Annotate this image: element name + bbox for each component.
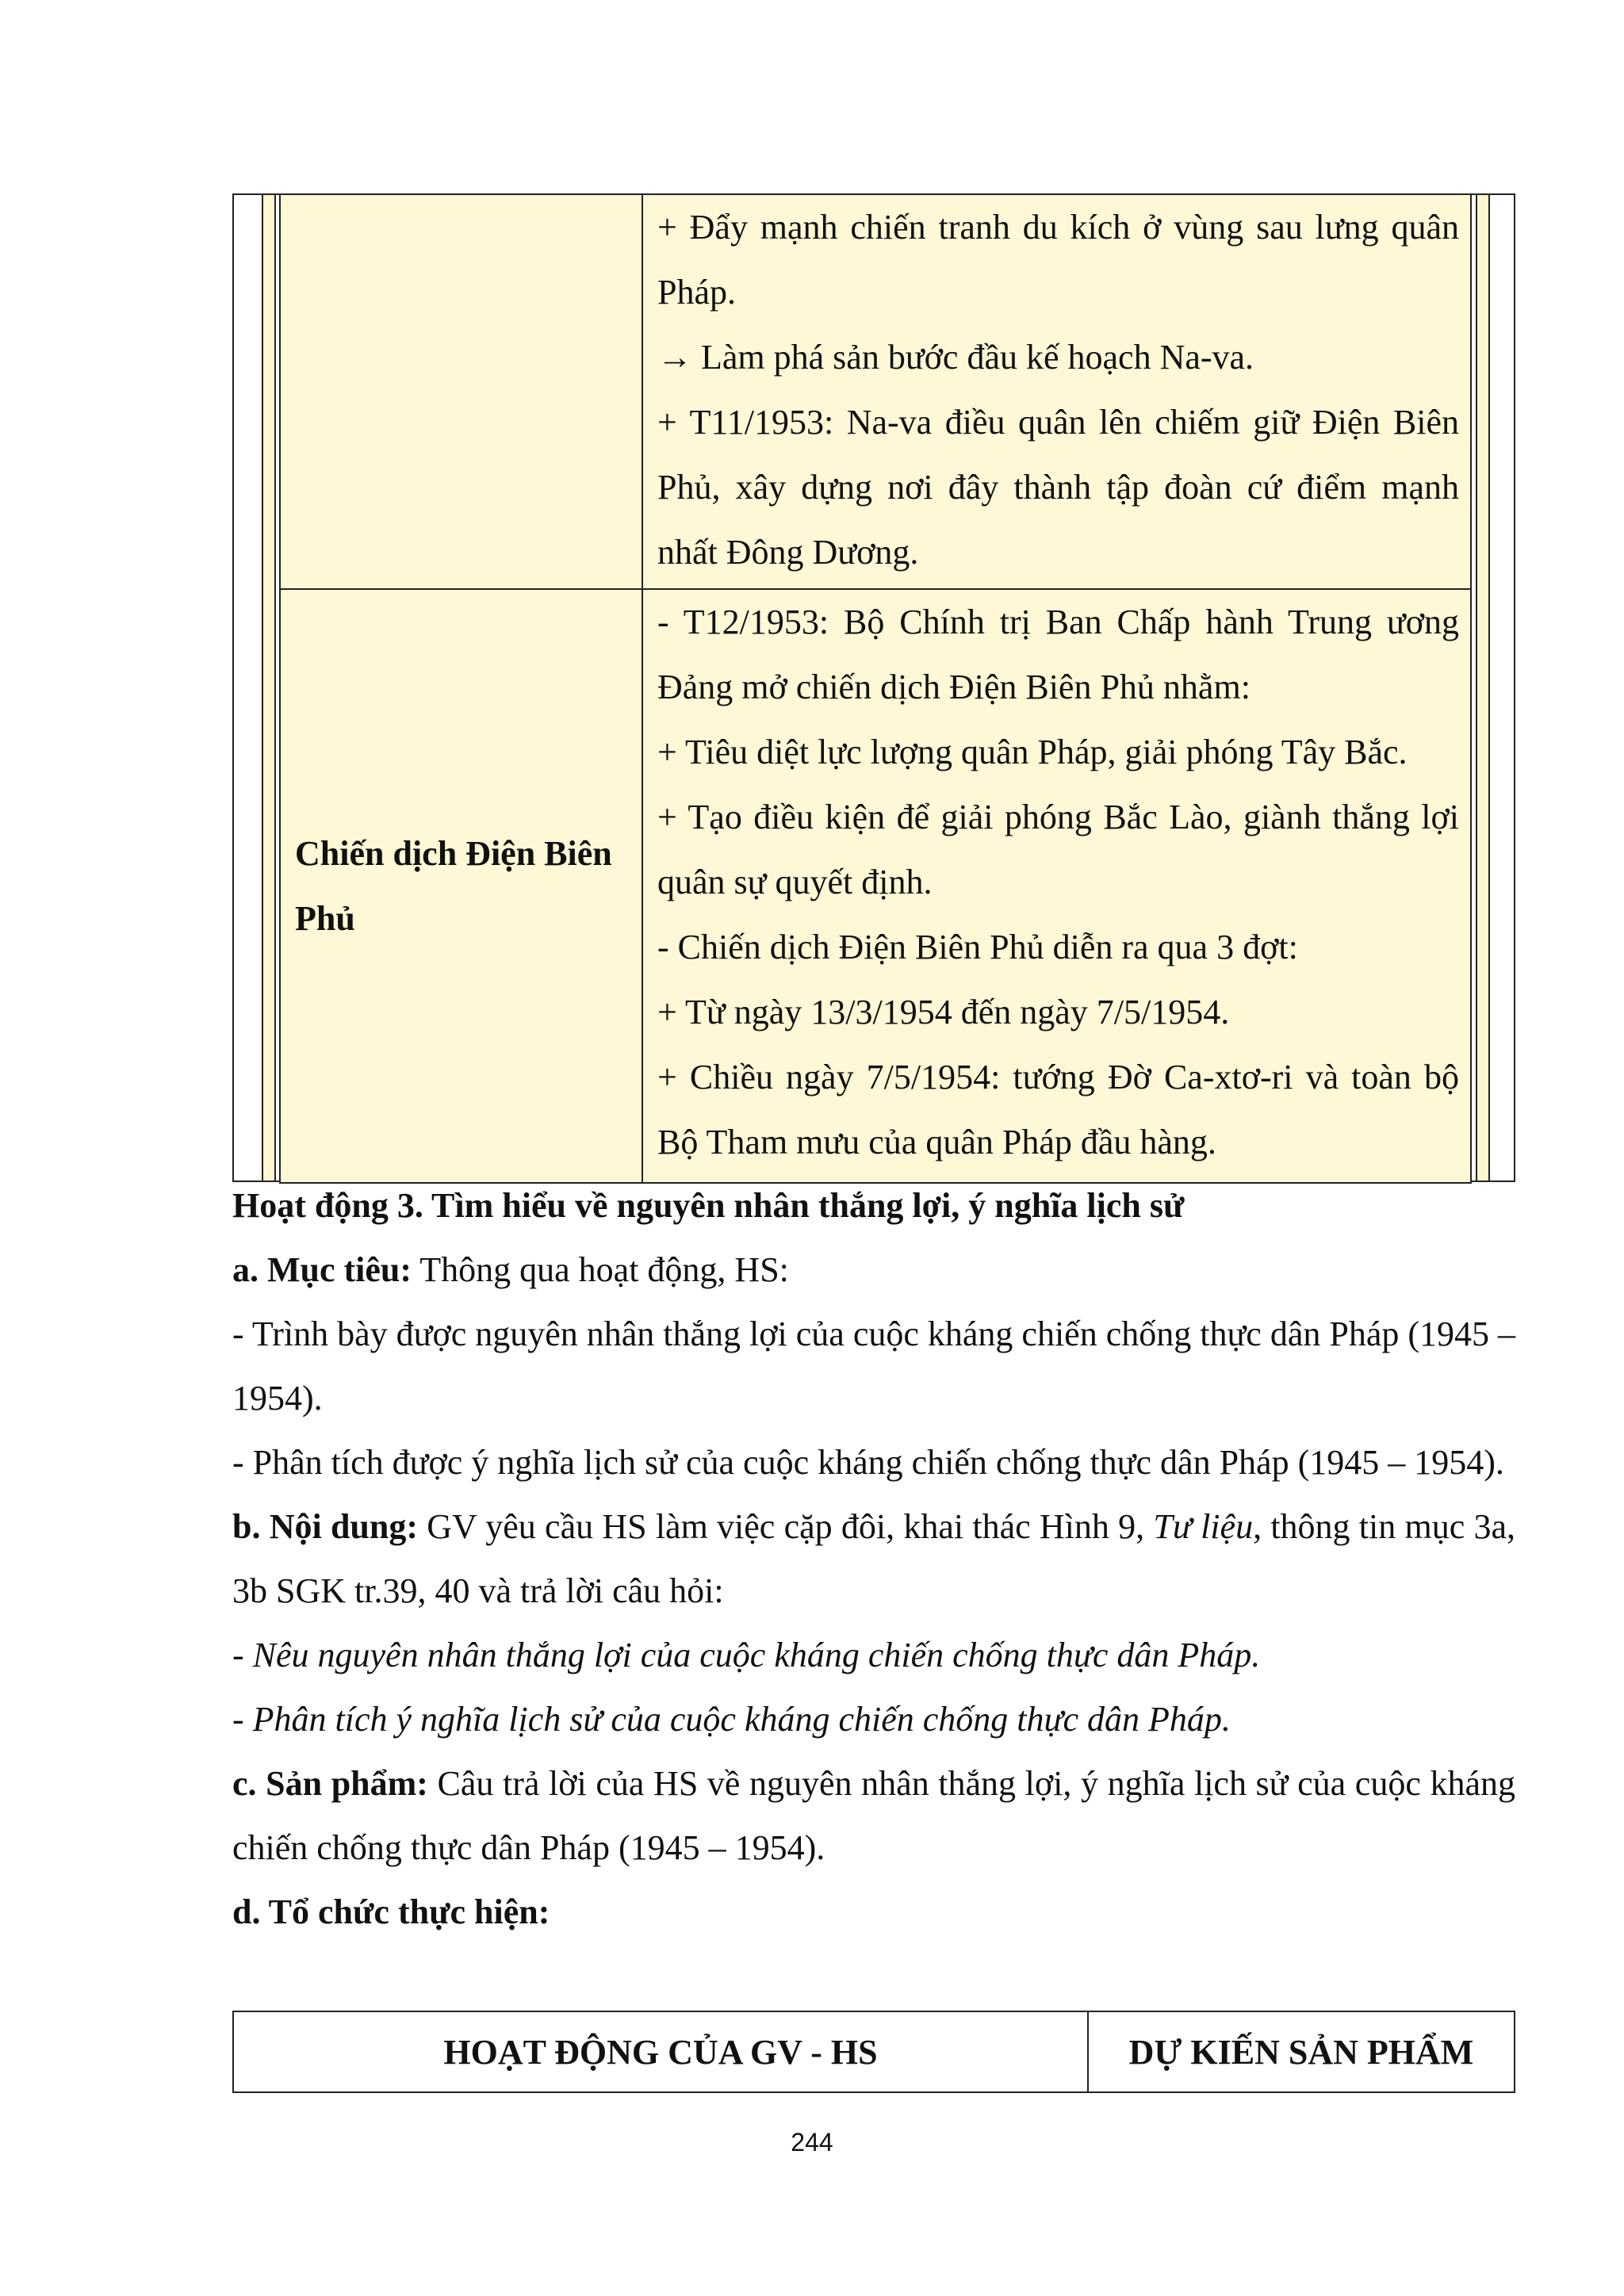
- question-item: - Phân tích ý nghĩa lịch sử của cuộc kháng chiến chống thực dân Pháp.: [232, 1700, 1231, 1739]
- content-text: GV yêu cầu HS làm việc cặp đôi, khai thác Hình 9,: [418, 1507, 1154, 1546]
- page-number: 244: [791, 2128, 833, 2156]
- question-item: - Nêu nguyên nhân thắng lợi của cuộc kháng chiến chống thực dân Pháp.: [232, 1636, 1261, 1674]
- content-line: + Tạo điều kiện để giải phóng Bắc Lào, giành thắng lợi quân sự quyết định.: [657, 798, 1459, 901]
- row-label-cell: [280, 589, 642, 1183]
- content-line: + Chiều ngày 7/5/1954: tướng Đờ Ca-xtơ-ri và toàn bộ Bộ Tham mưu của quân Pháp đầu hàng.: [657, 1058, 1459, 1161]
- content-line: → Làm phá sản bước đầu kế hoạch Na-va.: [657, 338, 1254, 377]
- row-label-cell: [280, 194, 642, 589]
- activity-section: [232, 1173, 1515, 1944]
- product-text: Câu trả lời của HS về nguyên nhân thắng lợi, ý nghĩa lịch sử của cuộc kháng chiến chống thực dân Pháp (1945 – 1954).: [232, 1764, 1515, 1867]
- table-header-row: [233, 2011, 1515, 2092]
- product-paragraph: [232, 1751, 1515, 1880]
- content-line: + Từ ngày 13/3/1954 đến ngày 7/5/1954.: [657, 993, 1230, 1031]
- content-label: b. Nội dung:: [232, 1507, 419, 1546]
- row-content-cell: [642, 194, 1471, 589]
- content-line: - Chiến dịch Điện Biên Phủ diễn ra qua 3 đợt:: [657, 928, 1298, 966]
- objective-item: - Phân tích được ý nghĩa lịch sử của cuộc kháng chiến chống thực dân Pháp (1945 – 1954).: [232, 1443, 1504, 1482]
- content-text-italic: Tư liệu: [1153, 1507, 1254, 1546]
- objective-label: a. Mục tiêu:: [232, 1250, 412, 1289]
- content-paragraph: [232, 1494, 1515, 1623]
- content-line: + T11/1953: Na-va điều quân lên chiếm giữ Điện Biên Phủ, xây dựng nơi đây thành tập đoàn cứ điểm mạnh nhất Đông Dương.: [657, 403, 1459, 572]
- objective-text: Thông qua hoạt động, HS:: [412, 1250, 789, 1289]
- product-label: c. Sản phẩm:: [232, 1764, 428, 1803]
- table-row: [280, 194, 1471, 589]
- organize-heading: d. Tổ chức thực hiện:: [232, 1892, 550, 1931]
- header-cell-product: DỰ KIẾN SẢN PHẨM: [1088, 2011, 1515, 2092]
- header-cell-activity: HOẠT ĐỘNG CỦA GV - HS: [233, 2011, 1088, 2092]
- table-frame-right-strip: [1476, 195, 1490, 1181]
- events-table: [279, 193, 1472, 1184]
- activity-table-header: [232, 2011, 1515, 2093]
- content-text: , thông tin mục 3a, 3b SGK tr.39, 40 và trả lời câu hỏi:: [232, 1507, 1516, 1610]
- section-heading: Hoạt động 3. Tìm hiểu về nguyên nhân thắng lợi, ý nghĩa lịch sử: [232, 1186, 1185, 1225]
- content-line: + Đẩy mạnh chiến tranh du kích ở vùng sau lưng quân Pháp.: [657, 208, 1459, 312]
- objective-paragraph: [232, 1238, 1515, 1302]
- row-label: Chiến dịch Điện Biên Phủ: [295, 833, 612, 938]
- objective-item: - Trình bày được nguyên nhân thắng lợi của cuộc kháng chiến chống thực dân Pháp (1945 – 1954).: [232, 1314, 1516, 1418]
- content-line: - T12/1953: Bộ Chính trị Ban Chấp hành Trung ương Đảng mở chiến dịch Điện Biên Phủ nhằm:: [657, 603, 1459, 706]
- row-content-cell: [642, 589, 1471, 1183]
- table-row: [280, 589, 1471, 1183]
- table-frame-left-strip: [262, 195, 276, 1181]
- content-line: + Tiêu diệt lực lượng quân Pháp, giải phóng Tây Bắc.: [657, 733, 1408, 771]
